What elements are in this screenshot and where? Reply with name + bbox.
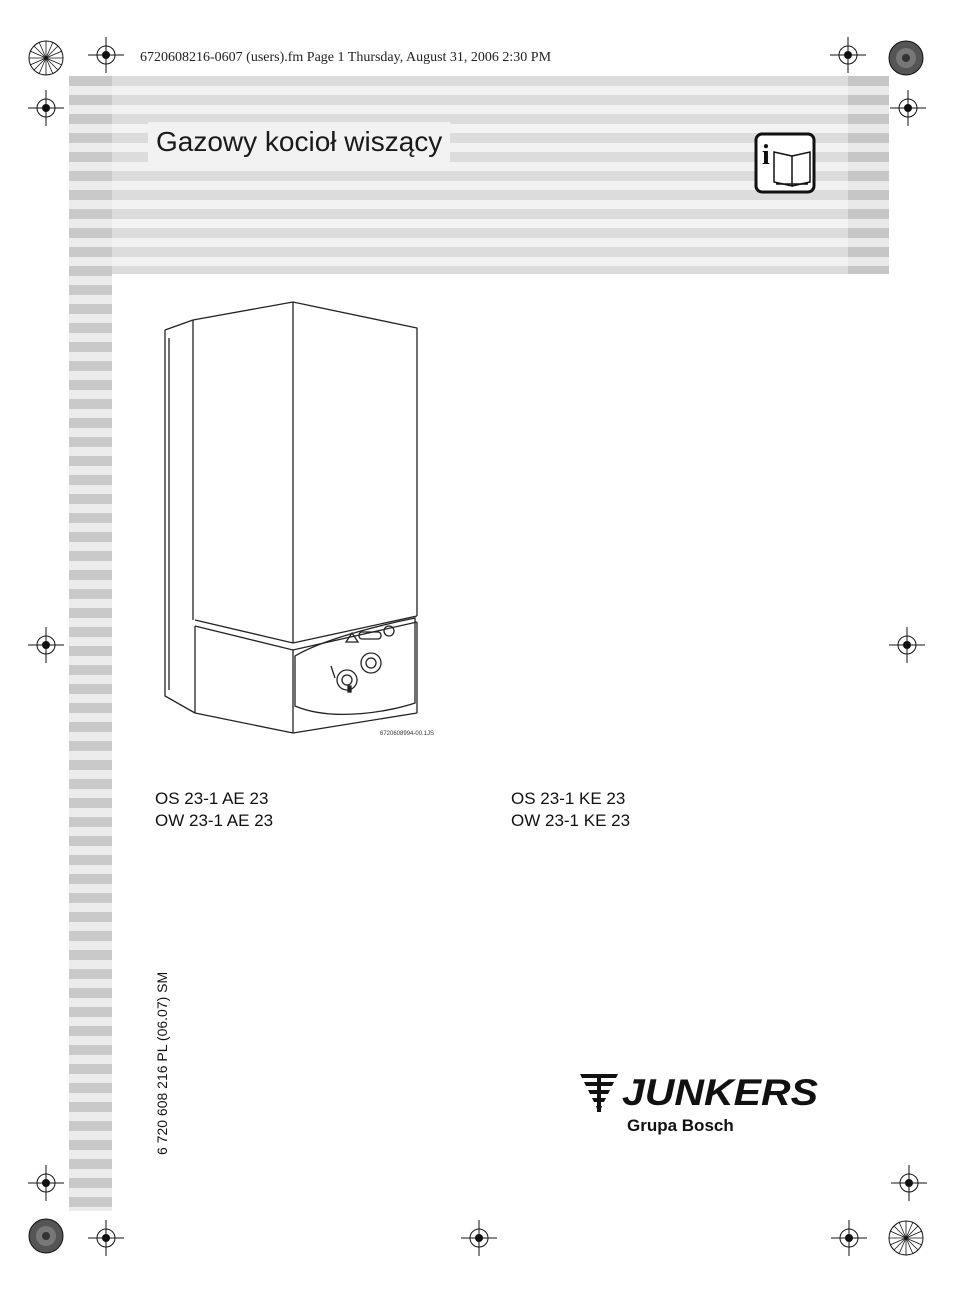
right-stripe-bar [848, 76, 889, 274]
title-box [148, 122, 450, 162]
registration-mark-icon [886, 1218, 926, 1258]
document-number: 6 720 608 216 PL (06.07) SM [154, 971, 170, 1155]
registration-mark-icon [88, 37, 124, 73]
frame-header: 6720608216-0607 (users).fm Page 1 Thursday, August 31, 2006 2:30 PM [140, 50, 552, 65]
registration-mark-icon [886, 38, 926, 78]
brand-subline: Grupa Bosch [627, 1116, 734, 1135]
info-manual-icon [754, 132, 816, 199]
registration-mark-icon [26, 1216, 66, 1256]
document-title: Gazowy kocioł wiszący [156, 126, 443, 157]
model-name: OS 23-1 KE 23 [511, 789, 626, 808]
brand-name: JUNKERS [622, 1072, 819, 1113]
model-name: OW 23-1 AE 23 [155, 811, 274, 830]
registration-mark-icon [889, 627, 925, 663]
registration-mark-icon [461, 1220, 497, 1256]
junkers-logo-icon [578, 1072, 823, 1121]
registration-mark-icon [28, 1165, 64, 1201]
registration-mark-icon [830, 37, 866, 73]
registration-mark-icon [831, 1220, 867, 1256]
models-right [511, 788, 630, 832]
registration-mark-icon [26, 38, 66, 78]
models-left [155, 788, 273, 832]
registration-mark-icon [891, 1165, 927, 1201]
boiler-illustration [155, 298, 430, 743]
registration-mark-icon [28, 627, 64, 663]
figure-code: 6720608994-00.1JS [380, 731, 435, 737]
registration-mark-icon [28, 90, 64, 126]
svg-text:i: i [762, 140, 770, 171]
model-name: OS 23-1 AE 23 [155, 789, 269, 808]
left-stripe-bar [69, 76, 112, 1211]
model-name: OW 23-1 KE 23 [511, 811, 631, 830]
registration-mark-icon [890, 90, 926, 126]
registration-mark-icon [88, 1220, 124, 1256]
